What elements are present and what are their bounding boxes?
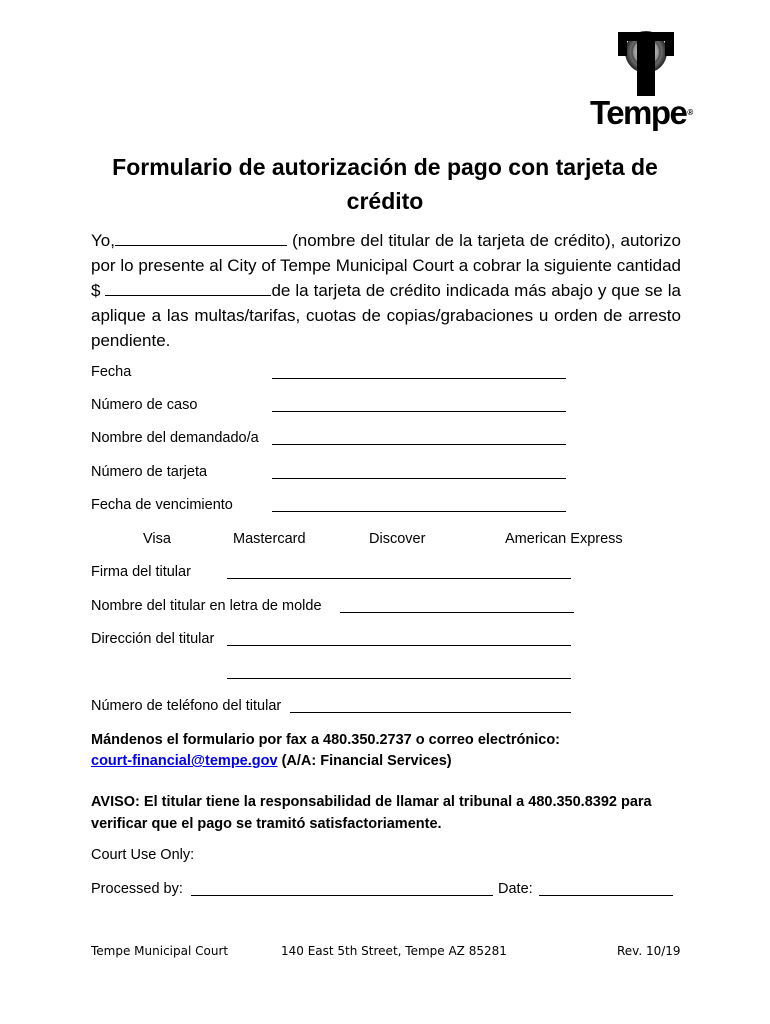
date-label: Date:	[498, 881, 533, 897]
footer-court-name: Tempe Municipal Court	[91, 944, 229, 958]
fecha-vencimiento-label: Fecha de vencimiento	[91, 497, 233, 513]
nombre-demandado-field[interactable]	[272, 444, 566, 445]
tempe-logo-icon	[616, 30, 676, 96]
telefono-field[interactable]	[290, 712, 571, 713]
amount-blank[interactable]	[105, 281, 271, 296]
telefono-label: Número de teléfono del titular	[91, 698, 282, 714]
fecha-label: Fecha	[91, 364, 132, 380]
processed-by-label: Processed by:	[91, 881, 183, 897]
footer-address: 140 East 5th Street, Tempe AZ 85281	[281, 944, 507, 958]
email-link[interactable]: court-financial@tempe.gov	[91, 753, 278, 769]
card-option-mastercard[interactable]: Mastercard	[233, 531, 306, 547]
fecha-vencimiento-field[interactable]	[272, 511, 566, 512]
card-option-visa[interactable]: Visa	[143, 531, 171, 547]
numero-tarjeta-field[interactable]	[272, 478, 566, 479]
date-field[interactable]	[539, 895, 673, 896]
submission-instructions: Mándenos el formulario por fax a 480.350.2737 o correo electrónico: court-financial@tempe.gov (A/A: Financial Services)	[91, 732, 560, 769]
fecha-field[interactable]	[272, 378, 566, 379]
form-title: Formulario de autorización de pago con tarjeta de crédito	[112, 154, 658, 214]
cardholder-name-blank[interactable]	[115, 231, 287, 246]
tempe-logo	[590, 30, 705, 130]
firma-label: Firma del titular	[91, 564, 191, 580]
nombre-molde-field[interactable]	[340, 612, 574, 613]
logo-wordmark: Tempe®	[590, 94, 694, 131]
nombre-demandado-label: Nombre del demandado/a	[91, 430, 259, 446]
processed-by-field[interactable]	[191, 895, 493, 896]
numero-caso-field[interactable]	[272, 411, 566, 412]
direccion-field-line2[interactable]	[227, 678, 571, 679]
authorization-paragraph: Yo, (nombre del titular de la tarjeta de crédito), autorizo por lo presente al City of Tempe Municipal Court a cobrar la siguiente cantidad $ de la tarjeta de crédito indicada más abajo y que se la aplique a las multas/tarifas, cuotas de copias/grabaciones u orden de arresto pendiente.	[91, 231, 681, 350]
notice-text: AVISO: El titular tiene la responsabilidad de llamar al tribunal a 480.350.8392 para verificar que el pago se tramitó satisfactoriamente.	[91, 794, 652, 832]
footer-revision: Rev. 10/19	[617, 944, 681, 958]
firma-field[interactable]	[227, 578, 571, 579]
card-option-american-express[interactable]: American Express	[505, 531, 623, 547]
numero-tarjeta-label: Número de tarjeta	[91, 464, 208, 480]
card-option-discover[interactable]: Discover	[369, 531, 426, 547]
nombre-molde-label: Nombre del titular en letra de molde	[91, 598, 322, 614]
direccion-label: Dirección del titular	[91, 631, 215, 647]
direccion-field[interactable]	[227, 645, 571, 646]
numero-caso-label: Número de caso	[91, 397, 198, 413]
court-use-heading: Court Use Only:	[91, 847, 195, 863]
